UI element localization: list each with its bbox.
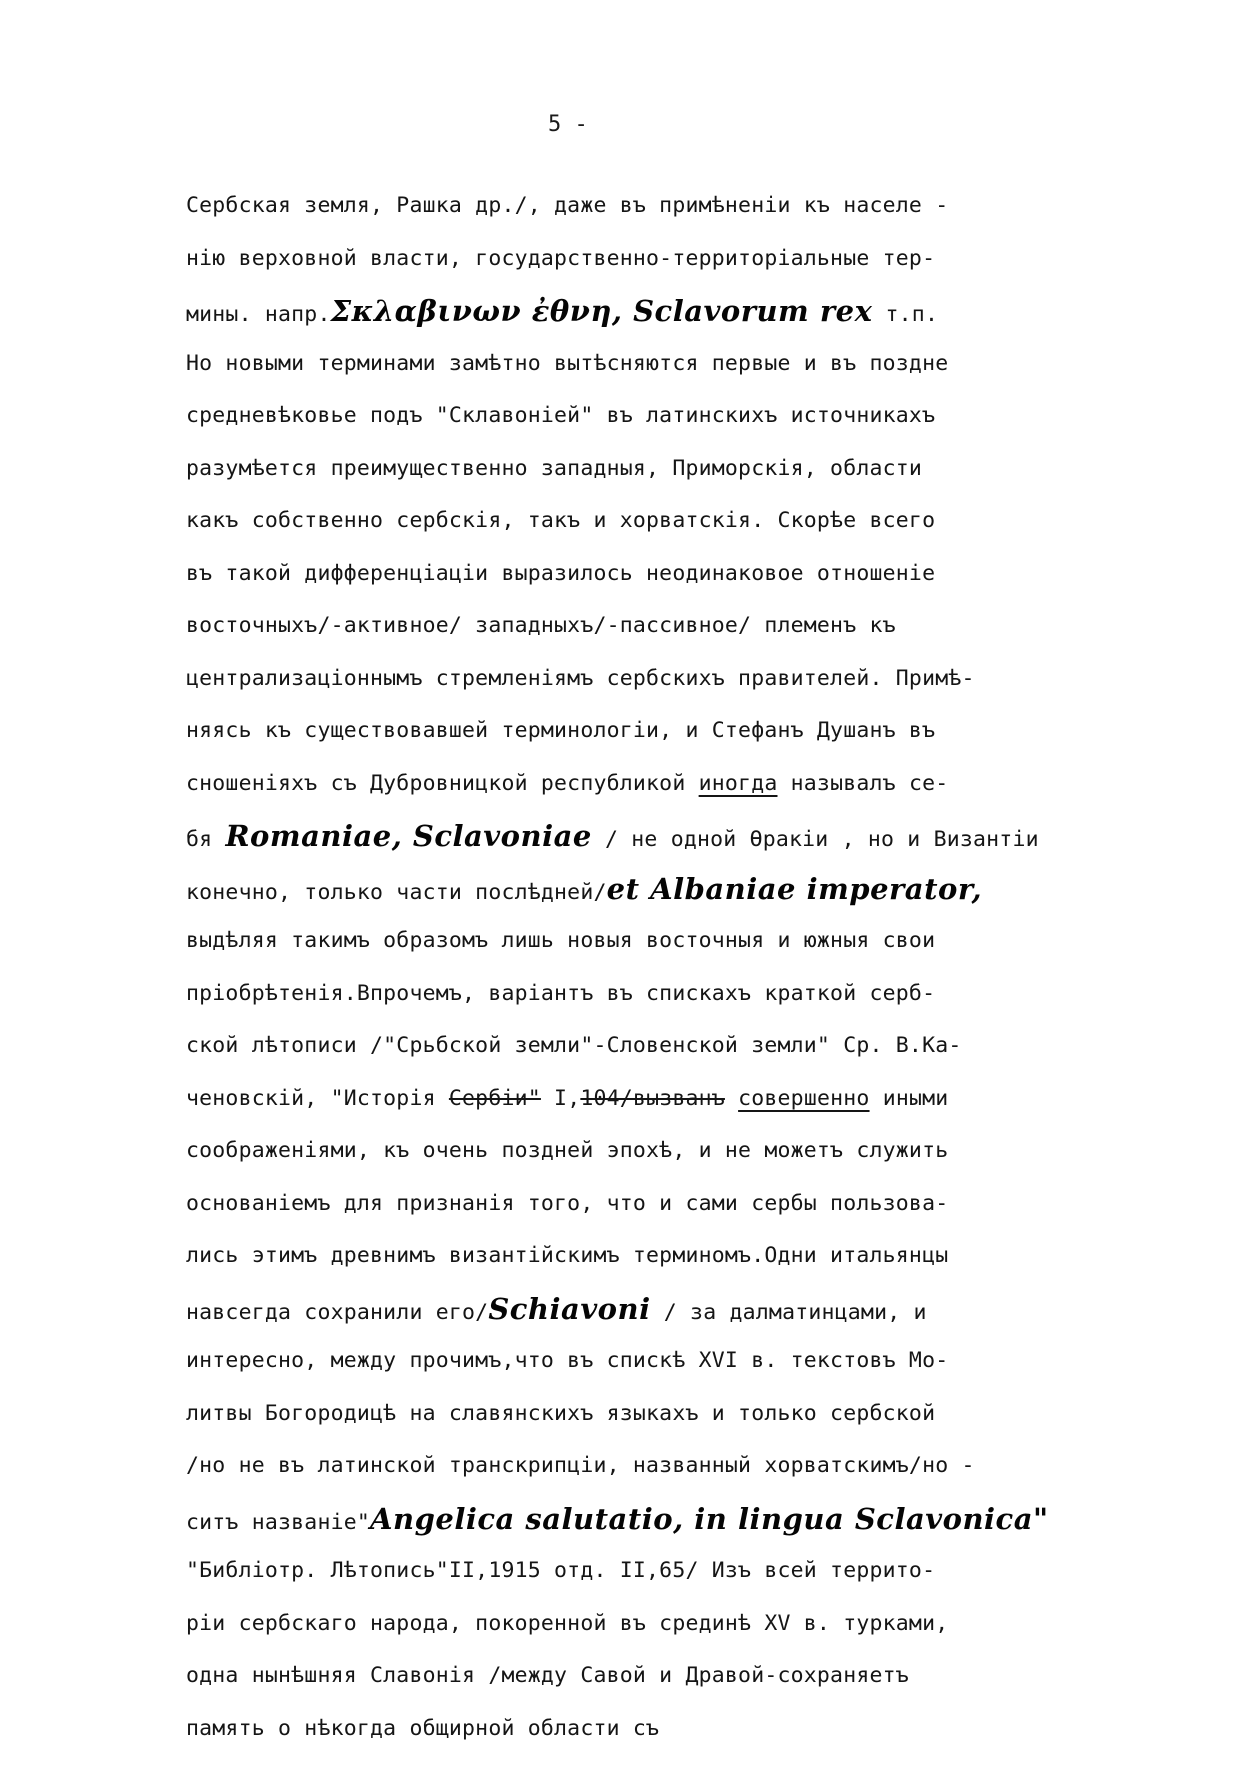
text-segment: "Библіотр. Лѣтопись"II,1915 отд. II,65/ Изъ всей террито- [186,1558,936,1583]
text-segment: литвы Богородицѣ на славянскихъ языкахъ и только сербской [186,1400,936,1426]
text-segment: т.п. [872,302,939,327]
text-segment: /но не въ латинской транскрипціи, названный хорватскимъ/но - [186,1453,975,1478]
text-segment: разумѣется преимущественно западныя, Приморскія, области [186,455,923,481]
text-segment: совершенно [738,1085,870,1111]
text-segment: ской лѣтописи /"Срьбской земли"-Словенской земли" Ср. В.Ка- [186,1033,962,1058]
text-segment: называлъ се- [777,770,949,796]
text-line [186,1440,1116,1493]
text-segment: / за далматинцами, и [650,1299,927,1325]
text-segment: память о нѣкогда общирной области съ [186,1715,660,1741]
text-line [186,1650,1116,1703]
text-segment: конечно, только части послѣдней/ [186,879,607,905]
text-segment: няясь къ существовавшей терминологіи, и Стефанъ Душанъ въ [186,718,936,743]
text-segment: I, [540,1085,581,1111]
text-line [186,758,1116,811]
text-line [186,285,1116,338]
text-segment: бя [186,827,226,852]
text-line [186,390,1116,443]
text-segment: лись этимъ древнимъ византійскимъ терминомъ.Одни итальянцы [186,1243,949,1268]
text-segment: въ такой дифференціаціи выразилось неодинаковое отношеніе [186,560,936,586]
handwritten-insertion: Romaniae, Sclavoniae [225,819,592,853]
text-segment: ченовскій, "Исторія [186,1085,449,1111]
text-segment: Сербская земля, Рашка др./, даже въ примѣненіи къ населе - [186,193,949,218]
text-segment: иногда [698,770,778,796]
text-line [186,548,1116,601]
text-line [186,810,1116,863]
text-line [186,653,1116,706]
text-segment: какъ собственно сербскія, такъ и хорватскія. Скорѣе всего [186,508,936,533]
text-segment: ріи сербскаго народа, покоренной въ срединѣ XV в. турками, [186,1610,949,1636]
text-line [186,1703,1116,1756]
text-line [186,180,1116,233]
text-segment: выдѣляя такимъ образомъ лишь новыя восточныя и южныя свои [186,928,936,953]
text-line [186,1283,1116,1336]
text-line [186,915,1116,968]
text-segment: иными [869,1085,949,1111]
text-segment: одна нынѣшняя Славонія /между Савой и Дравой-сохраняетъ [186,1663,909,1688]
text-line [186,1388,1116,1441]
text-segment [725,1086,738,1111]
text-line [186,1545,1116,1598]
text-segment: централизаціоннымъ стремленіямъ сербскихъ правителей. Примѣ- [186,665,975,691]
text-segment: сношеніяхъ съ Дубровницкой республикой [186,770,699,796]
text-line [186,495,1116,548]
text-line [186,863,1116,916]
text-line [186,1073,1116,1126]
text-line [186,705,1116,758]
text-line [186,1020,1116,1073]
text-line [186,1230,1116,1283]
text-segment: Но новыми терминами замѣтно вытѣсняются первые и въ поздне [186,350,949,376]
text-segment: Сербіи" [448,1085,541,1111]
text-line [186,443,1116,496]
text-segment: ситъ названіе" [186,1509,371,1535]
handwritten-insertion: Schiavoni [488,1291,651,1326]
handwritten-insertion: et Albaniae imperator, [606,871,983,906]
text-segment: основаніемъ для признанія того, что и сами сербы пользова- [186,1190,949,1216]
text-line [186,233,1116,286]
text-segment: нію верховной власти, государственно-территоріальные тер- [186,245,936,271]
text-segment: соображеніями, къ очень поздней эпохѣ, и не можетъ служить [186,1138,949,1163]
text-segment: навсегда сохранили его/ [186,1299,489,1325]
text-segment: / не одной Ѳракіи , но и Византіи [591,827,1039,852]
text-line [186,1335,1116,1388]
handwritten-insertion: Angelica salutatio, in lingua Sclavonica" [370,1501,1049,1536]
text-segment: пріобрѣтенія.Впрочемъ, варіантъ въ спискахъ краткой серб- [186,980,936,1006]
text-segment: 104/вызванъ [580,1085,725,1111]
text-line [186,1493,1116,1546]
text-line [186,1178,1116,1231]
text-segment: средневѣковье подъ "Склавоніей" въ латинскихъ источникахъ [186,403,936,428]
text-line [186,1125,1116,1178]
page-number: 5 - [548,112,588,137]
text-segment: мины. напр. [186,302,331,327]
text-line [186,338,1116,391]
text-line [186,1598,1116,1651]
text-line [186,600,1116,653]
text-line [186,968,1116,1021]
handwritten-insertion: Σκλαβινων ἐθνη, Sclavorum rex [330,294,873,328]
body-text [186,180,1116,1755]
text-segment: восточныхъ/-активное/ западныхъ/-пассивное/ племенъ къ [186,613,896,638]
text-segment: интересно, между прочимъ,что въ спискѣ XVI в. текстовъ Мо- [186,1348,949,1373]
